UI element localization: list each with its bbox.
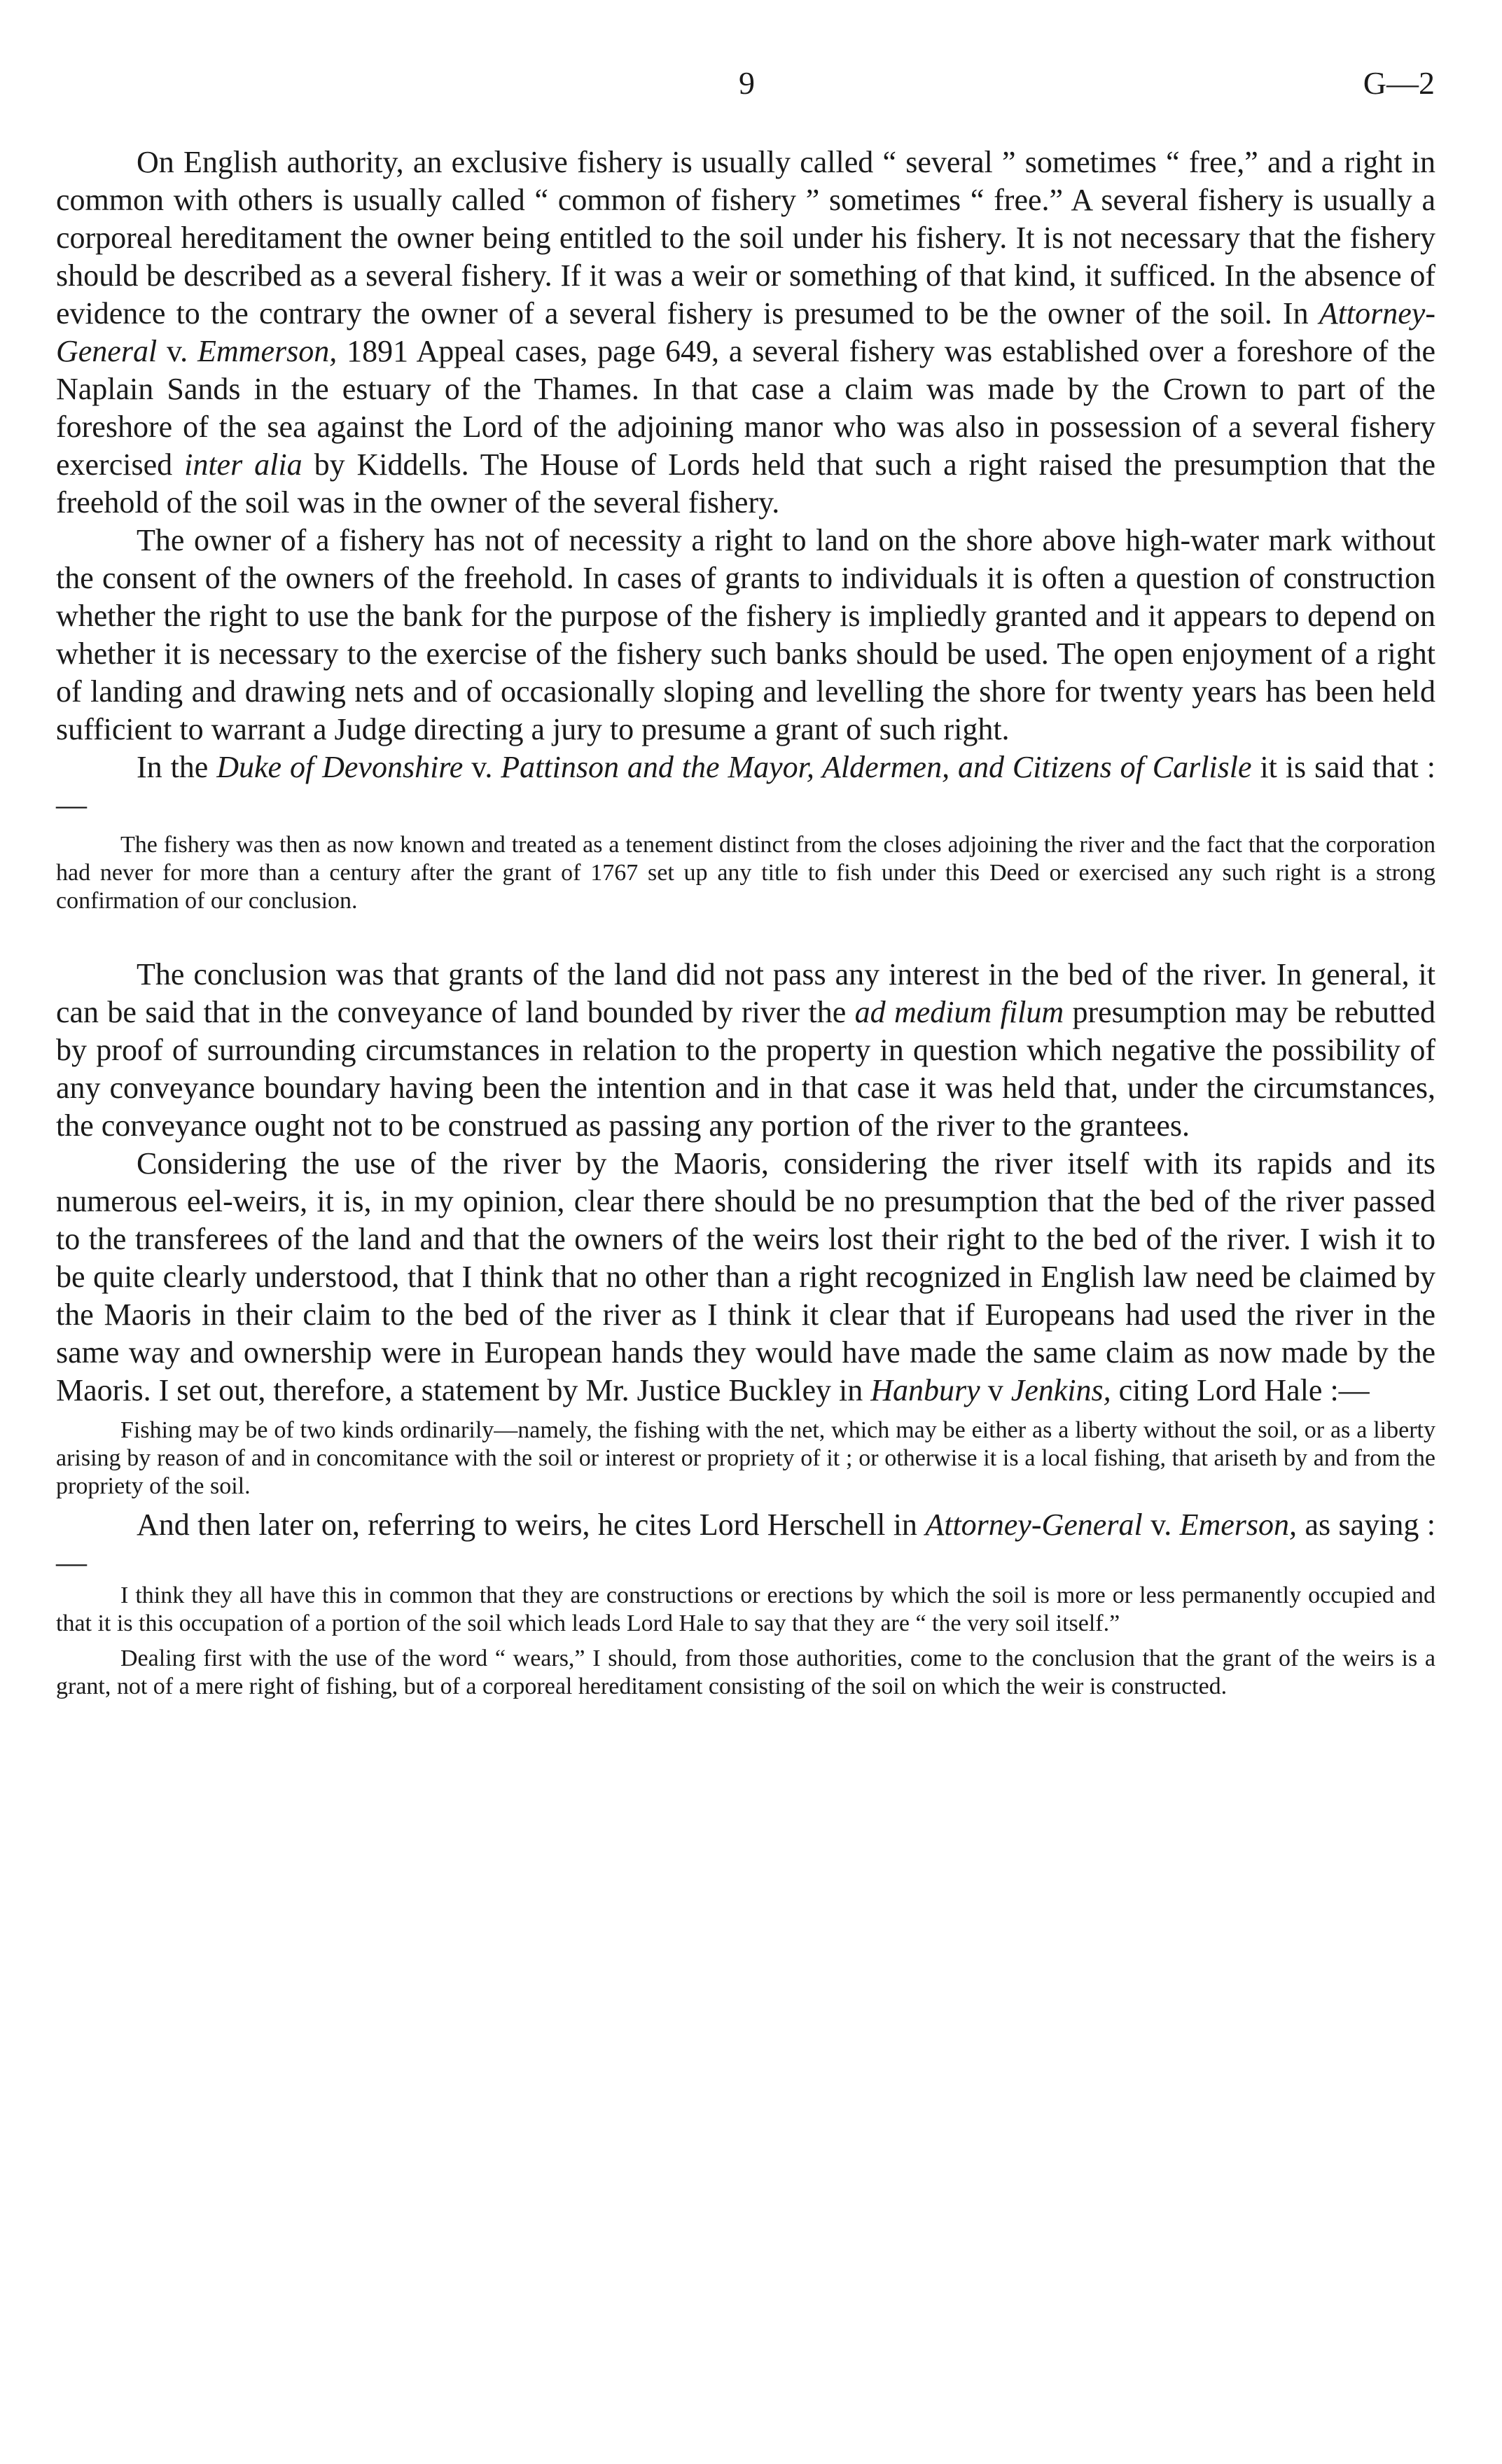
- quote-weirs-conclusion: [56, 1645, 1435, 1701]
- document-body: [56, 144, 1435, 1701]
- text-run: presumption may be rebutted by proof of surrounding circumstances in relation to the property in question which negative the possibility of any conveyance boundary having been the intention and in that case it was held that, under the circumstances, the conveyance ought not to be construed as passing any portion of the river to the grantees.: [56, 995, 1436, 1143]
- text-run: The owner of a fishery has not of necessity a right to land on the shore above high-water mark without the consent of the owners of the freehold. In cases of grants to individuals it is often a question of construction whether the right to use the bank for the purpose of the fishery is impliedly granted and it appears to depend on whether it is necessary to the exercise of the fishery such banks should be used. The open enjoyment of a right of landing and drawing nets and of occasionally sloping and levelling the shore for twenty years has been held sufficient to warrant a Judge directing a jury to presume a grant of such right.: [56, 523, 1435, 746]
- page-number: 9: [739, 65, 755, 101]
- italic-citation: Attorney-General: [925, 1508, 1143, 1542]
- quote-lord-hale: [56, 1417, 1435, 1501]
- italic-citation: inter alia: [184, 447, 303, 482]
- text-run: 1891 Appeal cases, page 649, a several fishery was established over a foreshore of the Naplain Sands in the estuary of the Thames. In that case a claim was made by the Crown to part of the foreshore of the sea against the Lord of the adjoining manor who was also in possession of a several fishery exercised: [56, 334, 1435, 482]
- italic-citation: Jenkins,: [1010, 1373, 1111, 1407]
- text-run: Dealing first with the use of the word “ wears,” I should, from those authorities, come to the conclusion that the grant of the weirs is a grant, not of a mere right of fishing, but of a corporeal hereditament consisting of the soil on which the weir is constructed.: [56, 1645, 1435, 1699]
- text-run: On English authority, an exclusive fishery is usually called “ several ” sometimes “ free,” and a right in common with others is usually called “ common of fishery ” sometimes “ free.” A several fishery is usually a corporeal hereditament the owner being entitled to the soil under his fishery. It is not necessary that the fishery should be described as a several fishery. If it was a weir or something of that kind, it sufficed. In the absence of evidence to the contrary the owner of a several fishery is presumed to be the owner of the soil. In: [56, 145, 1435, 330]
- text-run: v: [980, 1373, 1011, 1407]
- quote-devonshire: [56, 831, 1435, 915]
- paragraph-conclusion: [56, 956, 1435, 1145]
- text-run: as saying :—: [56, 1508, 1435, 1580]
- paragraph-landing-rights: [56, 522, 1435, 749]
- italic-citation: Duke of Devonshire: [216, 750, 464, 784]
- text-run: by Kiddells. The House of Lords held that such a right raised the presumption that the freehold of the soil was in the owner of the several fishery.: [56, 447, 1435, 520]
- italic-citation: Emerson,: [1179, 1508, 1298, 1542]
- text-run: I think they all have this in common that they are constructions or erections by which the soil is more or less permanently occupied and that it is this occupation of a portion of the soil which leads Lord Hale to say that they are “ the very soil itself.”: [56, 1582, 1435, 1636]
- text-run: The fishery was then as now known and treated as a tenement distinct from the closes adjoining the river and the fact that the corporation had never for more than a century after the grant of 1767 set up any title to fish under this Deed or exercised any such right is a strong confirmation of our conclusion.: [56, 832, 1435, 914]
- text-run: Considering the use of the river by the Maoris, considering the river itself with its rapids and its numerous eel-weirs, it is, in my opinion, clear there should be no presumption that the bed of the river passed to the transferees of the land and that the owners of the weirs lost their right to the bed of the river. I wish it to be quite clearly understood, that I think that no other than a right recognized in English law need be claimed by the Maoris in their claim to the bed of the river as I think it clear that if Europeans had used the river in the same way and ownership were in European hands they would have made the same claim as now made by the Maoris. I set out, therefore, a statement by Mr. Justice Buckley in: [56, 1146, 1435, 1407]
- italic-citation: Attorney-General: [56, 296, 1435, 368]
- text-run: v.: [463, 750, 501, 784]
- italic-citation: Emmerson,: [197, 334, 338, 368]
- text-run: And then later on, referring to weirs, he cites Lord Herschell in: [137, 1508, 926, 1542]
- paragraph-devonshire-intro: [56, 749, 1435, 824]
- text-run: Fishing may be of two kinds ordinarily—namely, the fishing with the net, which may be either as a liberty without the soil, or as a liberty arising by reason of and in concomitance with the soil or interest or propriety of it ; or otherwise it is a local fishing, that ariseth by and from the propriety of the soil.: [56, 1417, 1435, 1499]
- page-reference: G—2: [1363, 65, 1435, 101]
- italic-citation: Pattinson and the Mayor, Aldermen, and Citizens of Carlisle: [501, 750, 1252, 784]
- italic-citation: Hanbury: [870, 1373, 980, 1407]
- paragraph-several-fishery: [56, 144, 1435, 522]
- page-header: [0, 64, 1502, 106]
- text-run: citing Lord Hale :—: [1111, 1373, 1370, 1407]
- text-run: In the: [137, 750, 217, 784]
- text-run: v.: [1142, 1508, 1180, 1542]
- italic-citation: ad medium filum: [854, 995, 1064, 1029]
- quote-herschell: [56, 1582, 1435, 1638]
- text-run: v.: [157, 334, 198, 368]
- text-run: it is said that :—: [56, 750, 1435, 822]
- text-run: The conclusion was that grants of the land did not pass any interest in the bed of the river. In general, it can be said that in the conveyance of land bounded by river the: [56, 957, 1435, 1029]
- paragraph-herschell-intro: [56, 1506, 1435, 1582]
- paragraph-maoris: [56, 1145, 1435, 1410]
